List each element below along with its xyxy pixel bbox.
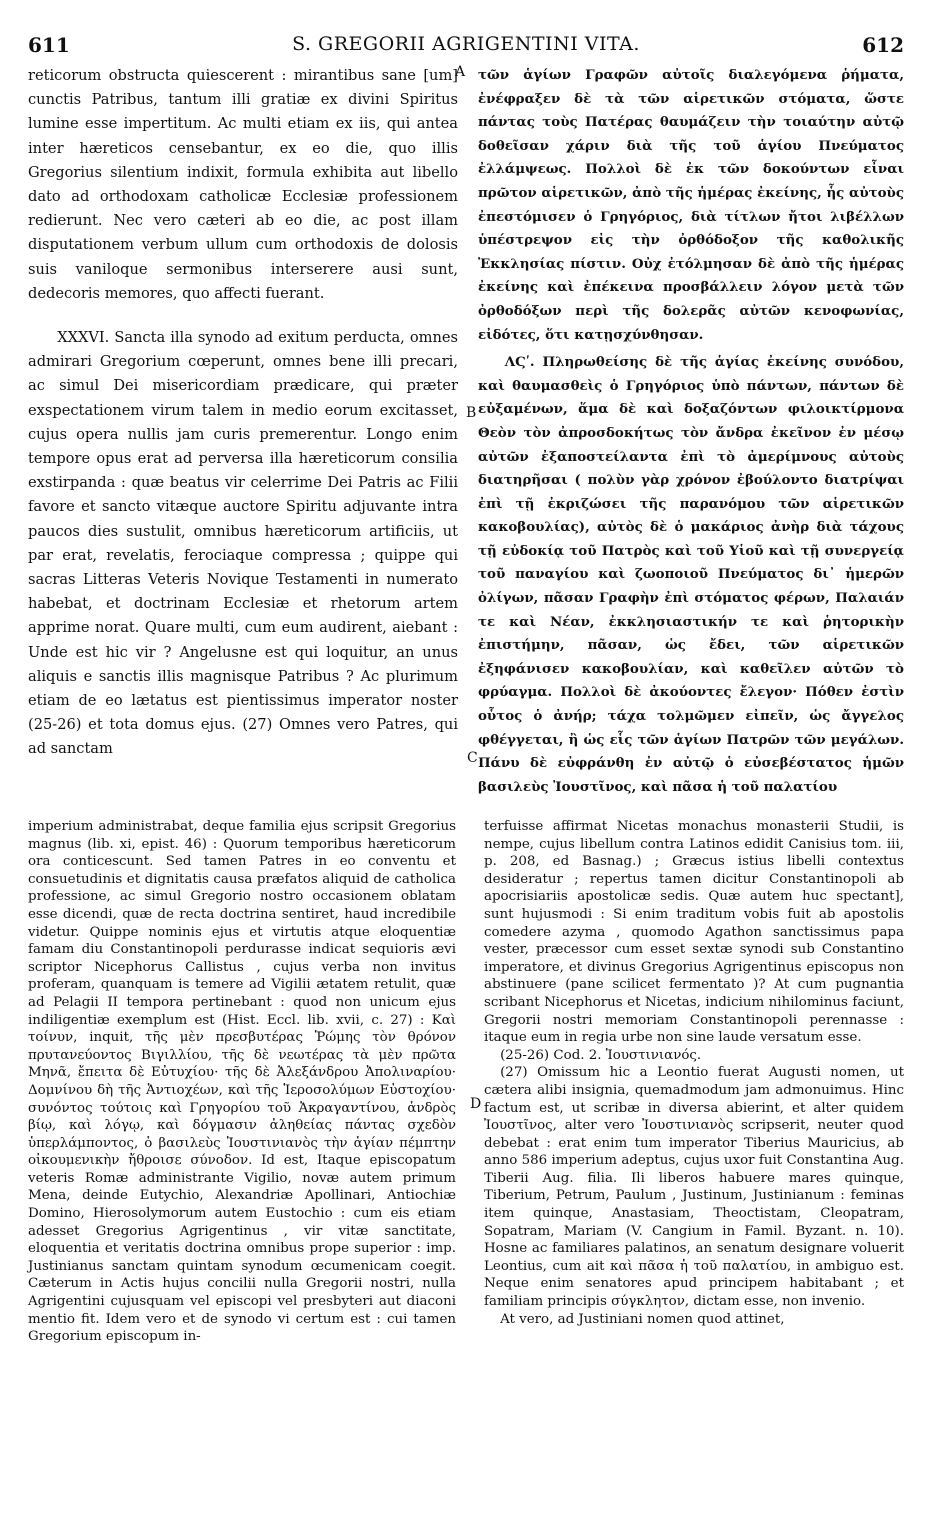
greek-paragraph-1: τῶν ἁγίων Γραφῶν αὐτοῖς διαλεγόμενα ῥήματα, ἐνέφραξεν δὲ τὰ τῶν αἱρετικῶν στόματα, ὥστε πάντας τοὺς Πατέρας θαυμάζειν τὴν τοιαύτην αὐτῷ δοθεῖσαν χάριν διὰ τῆς τοῦ ἁγίου Πνεύματος ἐλλάμψεως. Πολλοὶ δὲ ἐκ τῶν δοκούντων εἶναι πρῶτον αἱρετικῶν, ἀπὸ τῆς ἡμέρας ἐκείνης, ἧς αὐτοὺς ἐπεστόμισεν ὁ Γρηγόριος, διὰ τίτλων ἤτοι λιβέλλων ὑπέστρεψον εἰς τὴν ὀρθόδοξον τῆς καθολικῆς Ἐκκλησίας πίστιν. Οὐχ ἐτόλμησαν δὲ ἀπὸ τῆς ἡμέρας ἐκείνης καὶ ἐπέκεινα προσβάλλειν λόγον μετὰ τῶν ὀρθοδόξων περὶ τῆς δολερᾶς αὐτῶν κενοφωνίας, εἰδότες, ὅτι κατῃσχύνθησαν. [478,67,904,343]
greek-paragraph-2: ΛϚʹ. Πληρωθείσης δὲ τῆς ἁγίας ἐκείνης συνόδου, καὶ θαυμασθεὶς ὁ Γρηγόριος ὑπὸ πάντων, πάντων δὲ εὐξαμένων, ἅμα δὲ καὶ δοξαζόντων φιλοικτίρμονα Θεὸν τὸν ἀπροσδοκήτως τὸν ἄνδρα ἐκεῖνον ἐν μέσῳ αὐτῶν ἐξαποστείλαντα ἐπὶ τὸ ἀμερίμνους αὐτοὺς διατηρῆσαι ( πολὺν γὰρ χρόνον ἐβούλοντο διατρίψαι ἐπὶ τῇ ἐκριζώσει τῆς παρανόμου τῶν αἱρετικῶν κακοβουλίας), αὐτὸς δὲ ὁ μακάριος ἀνὴρ διὰ τάχους τῇ εὐδοκίᾳ τοῦ Πατρὸς καὶ τοῦ Υἱοῦ καὶ τῇ συνεργείᾳ τοῦ παναγίου καὶ ζωοποιοῦ Πνεύματος δι᾽ ἡμερῶν ὀλίγων, πᾶσαν Γραφὴν ἐπὶ στόματος φέρων, Παλαιάν τε καὶ Νέαν, ἐκκλησιαστικήν τε καὶ ῥητορικὴν ἐπιστήμην, πᾶσαν, ὡς ἔδει, τῶν αἱρετικῶν ἐξηφάνισεν κακοβουλίαν, καὶ καθεῖλεν αὐτῶν τὸ φρύαγμα. Πολλοὶ δὲ ἀκούοντες ἔλεγον· Πόθεν ἐστὶν οὗτος ὁ ἀνήρ; τάχα τολμῶμεν εἰπεῖν, ὡς ἄγγελος φθέγγεται, ἢ ὡς εἷς τῶν ἁγίων Πατρῶν τῶν μεγάλων. Πάνυ δὲ εὐφράνθη ἐν αὐτῷ ὁ εὐσεβέστατος ἡμῶν βασιλεὺς Ἰουστῖνος, καὶ πᾶσα ἡ τοῦ παλατίου [478,354,904,795]
latin-paragraph-1: reticorum obstructa quiescerent : mirantibus sane [um] cunctis Patribus, tantum illi gratiæ ex divini Spiritus lumine esse impertitum. Ac multi etiam ex iis, qui antea inter hæreticos censebantur, ex eo die, quo illis Gregorius silentium indixit, formula exhibita aut libello dato ad orthodoxam catholicæ Ecclesiæ professionem redierunt. Nec vero cæteri ab eo die, ac post illam disputationem verbum ullum cum orthodoxis de dolosis suis vaniloque sermonibus interserere ausi sunt, dedecoris memores, quo affecti fuerant. [28,67,458,302]
running-title: S. GREGORII AGRIGENTINI VITA. [292,33,640,55]
running-header [28,33,904,59]
footnotes-left-column [28,818,456,1346]
footnote-27: (27) Omissum hic a Leontio fuerat Augusti nomen, ut cætera alibi insignia, quemadmodum jam admonuimus. Hinc factum est, ut scribæ in diversa abierint, et alter quidem Ἰουστῖνος, alter vero Ἰουστινιανὸς scripserit, neuter quod debebat : erat enim tum imperator Tiberius Mauricius, ab anno 586 imperium adeptus, cujus uxor fuit Constantina Aug. Tiberii Aug. filia. Ili liberos habuere mares quinque, Tiberium, Petrum, Paulum , Justinum, Justinianum : feminas item quinque, Anastasiam, Theoctistam, Cleopatram, Sopatram, Mariam (V. Cangium in Famil. Byzant. n. 10). Hosne ac familiares palatinos, an senatum designare voluerit Leontius, cum ait καὶ πᾶσα ἡ τοῦ παλατίου, in ambiguo est. Neque enim senatores apud principem habitabant ; et familiam principis σύγκλητον, dictam esse, non invenio. [484,1065,904,1310]
margin-label-b: B [466,405,477,421]
latin-paragraph-2: XXXVI. Sancta illa synodo ad exitum perducta, omnes admirari Gregorium cœperunt, omnes bene illi precari, ac simul Dei misericordiam prædicare, qui præter exspectationem virum talem in medio eorum excitasset, cujus opera nullis jam curis premerentur. Longo enim tempore opus erat ad perversa illa hæreticorum consilia exstirpanda : quæ beatus vir celerrime Dei Patris ac Filii favore et sancto vitæque auctore Spiritu adjuvante intra paucos dies sustulit, omnibus hæreticorum artificiis, ut par erat, revelatis, ferociaque compressa ; quippe qui sacras Litteras Veteris Novique Testamenti in numerato habebat, et doctrinam Ecclesiæ et rhetorum artem apprime norat. Quare multi, cum eum audirent, aiebant : Unde est hic vir ? Angelusne est qui loquitur, an unus aliquis e sanctis illis magnisque Patribus ? Ac plurimum etiam de eo lætatus est pientissimus imperator noster (25-26) et tota domus ejus. (27) Omnes vero Patres, qui ad sanctam [28,329,458,758]
footnotes-right-column [484,818,904,1328]
footnote-right-paragraph-1: terfuisse affirmat Nicetas monachus monasterii Studii, is nempe, cujus libellum contra Latinos edidit Canisius tom. iii, p. 208, ed Basnag.) ; Græcus istius libelli contextus desideratur ; repertus tamen dicitur Constantinopoli ab apocrisiariis apostolicæ sedis. Quæ autem huc spectant], sunt hujusmodi : Si enim traditum vobis fuit ab apostolis comedere azyma , quomodo Agathon sanctissimus papa vester, præcessor cum esset sextæ synodi sub Constantino imperatore, et divinus Gregorius Agrigentinus episcopus non abstinuere (pane scilicet fermentato )? At cum pugnantia scribant Nicephorus et Nicetas, indicium nihilominus faciunt, Gregorii nostri memoriam Constantinopoli perennasse : itaque eum in regia urbe non sine laude versatum esse. [484,819,904,1046]
right-page-number: 612 [862,33,904,57]
latin-text-column [28,64,458,762]
greek-text-column [478,64,904,799]
left-page-number: 611 [28,33,70,57]
margin-label-c: C [467,750,478,766]
footnote-right-paragraph-4: At vero, ad Justiniani nomen quod attinet, [500,1311,785,1327]
footnote-25-26: (25-26) Cod. 2. Ἰουστινιανός. [500,1047,702,1063]
footnote-left-paragraph: imperium administrabat, deque familia ejus scripsit Gregorius magnus (lib. xi, epist. 46) : Quorum temporibus hæreticorum ora conticescunt. Sed tamen Patres in eo conventu et consuetudinis et dignitatis causa præfatos aliquid de catholica professione, ac simul Gregorio nostro occasionem oblatam esse dicendi, quæ de recta doctrina sentiret, haud incredibile videtur. Quippe nominis ejus et virtutis atque eloquentiæ famam diu Constantinopoli perdurasse indicat sequioris ævi scriptor Nicephorus Callistus , cujus verba non invitus proferam, quanquam is temere ad Vigilii ætatem retulit, quæ ad Pelagii II tempora pertinebant : quod non unicum ejus indiligentiæ exemplum est (Hist. Eccl. lib. xvii, c. 27) : Καὶ τοίνυν, inquit, τῆς μὲν πρεσβυτέρας Ῥώμης τὸν θρόνον πρυτανεύοντος Βιγιλλίου, τῆς δὲ νεωτέρας τὰ μὲν πρῶτα Μηνᾶ, ἔπειτα δὲ Εὐτυχίου· τῆς δὲ Ἀλεξάνδρου Ἀπολιναρίου· Δομνίνου δὴ τῆς Ἀντιοχέων, καὶ τῆς Ἱεροσολύμων Εὐστοχίου· συνόντος τούτοις καὶ Γρηγορίου τοῦ Ἀκραγαντίνου, ἀνδρὸς βίῳ, καὶ λόγῳ, καὶ δόγμασιν ἀληθείας πάντας σχεδὸν ὑπερλάμποντος, ὁ βασιλεὺς Ἰουστινιανὸς τὴν ἁγίαν πέμπτην οἰκουμενικὴν ἤθροισε σύνοδον. Id est, Itaque episcopatum veteris Romæ administrante Vigilio, novæ autem primum Mena, deinde Eutychio, Alexandriæ Apollinari, Antiochiæ Domino, Hierosolymorum autem Eustochio : cum eis etiam adesset Gregorius Agrigentinus , vir vitæ sanctitate, eloquentia et veritatis doctrina omnibus prope superior : imp. Justinianus sanctam quintam synodum œcumenicam coegit. Cæterum in Actis hujus concilii nulla Gregorii nostri, nulla Agrigentini cujusquam vel episcopi vel presbyteri aut diaconi mentio fit. Idem vero et de synodo vi certum est : cui tamen Gregorium episcopum in- [28,819,456,1345]
margin-label-d: D [470,1096,482,1112]
margin-label-a: A [455,64,466,80]
